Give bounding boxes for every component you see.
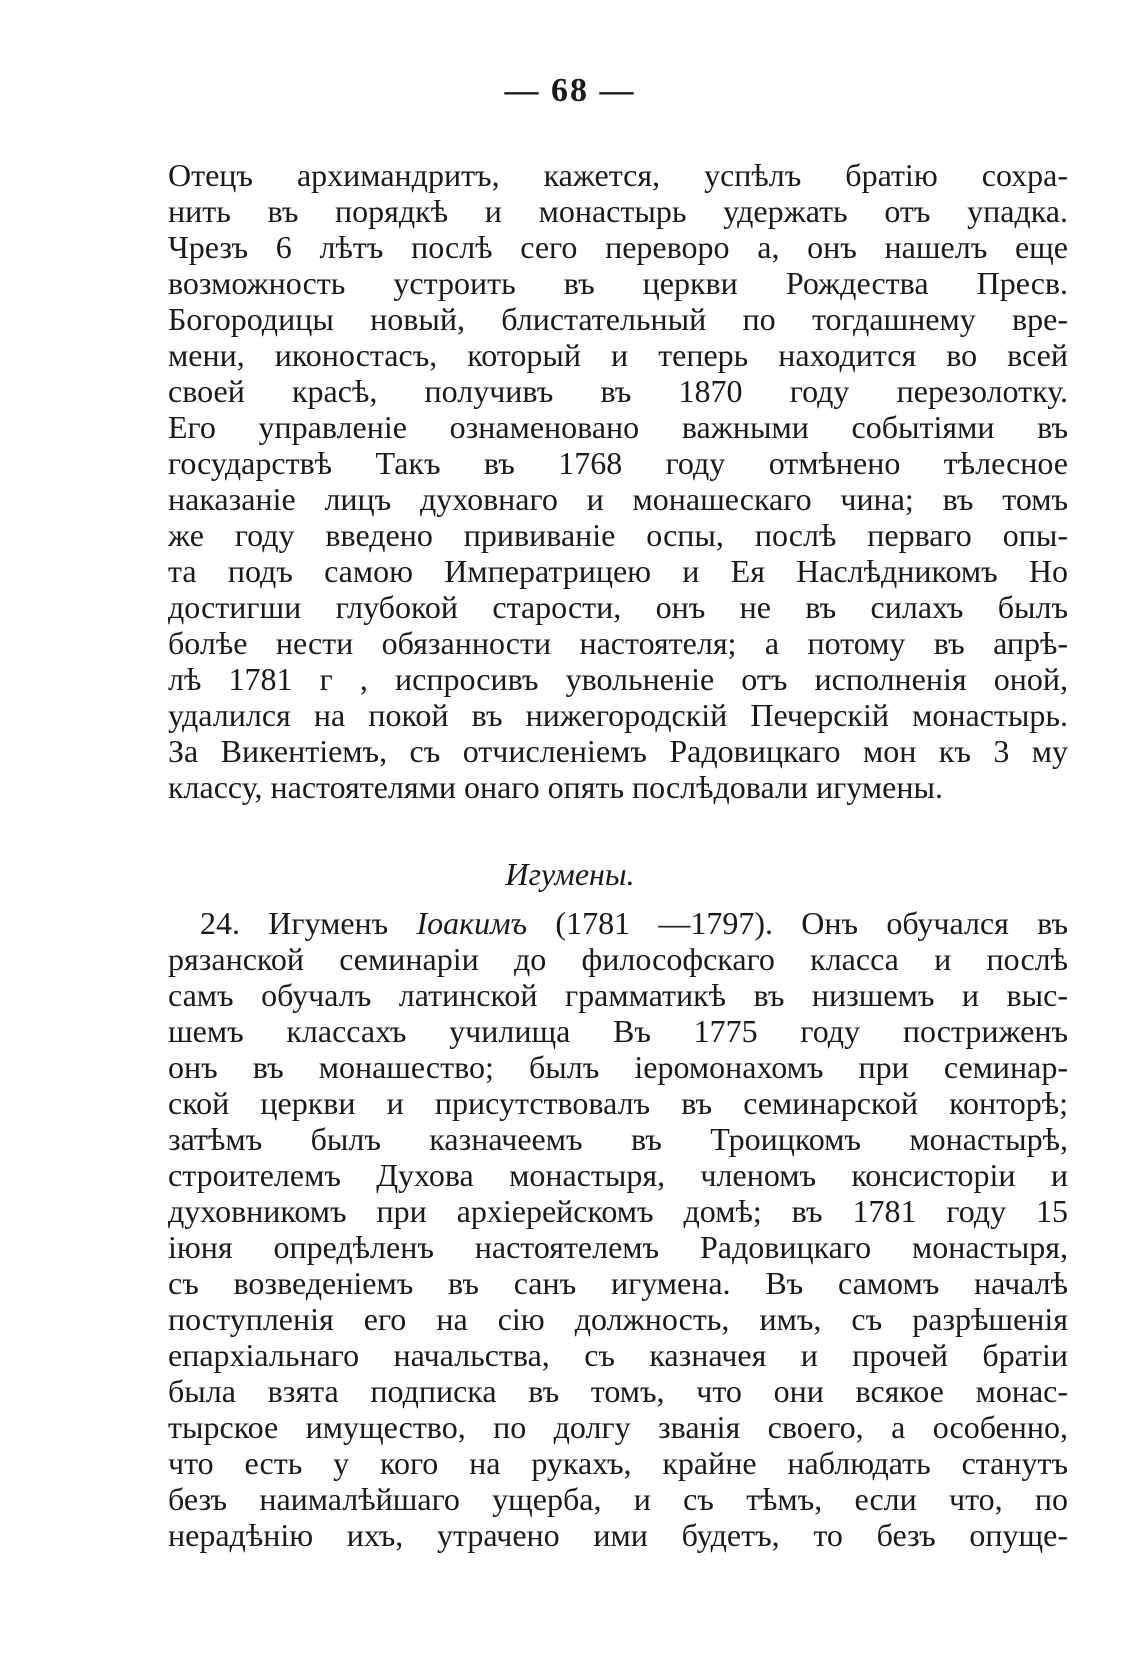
text-line: рязанской семинаріи до философскаго класса и послѣ — [168, 941, 1068, 977]
text-line: возможность устроить въ церкви Рождества Пресв. — [168, 265, 1068, 301]
text-line: что есть у кого на рукахъ, крайне наблюдать станутъ — [168, 1445, 1068, 1481]
text-line: За Викентіемъ, съ отчисленіемъ Радовицкаго мон къ 3 му — [168, 733, 1068, 769]
page-number: — 68 — — [504, 72, 636, 109]
text-line: самъ обучалъ латинской грамматикѣ въ низшемъ и выс- — [168, 977, 1068, 1013]
text-line: безъ наималѣйшаго ущерба, и съ тѣмъ, если что, по — [168, 1481, 1068, 1517]
text-line: удалился на покой въ нижегородскій Печерскій монастырь. — [168, 697, 1068, 733]
text-line: епархіальнаго начальства, съ казначея и прочей братіи — [168, 1337, 1068, 1373]
text-line: затѣмъ былъ казначеемъ въ Троицкомъ монастырѣ, — [168, 1121, 1068, 1157]
text-line: нерадѣнію ихъ, утрачено ими будетъ, то безъ опуще- — [168, 1517, 1068, 1553]
paragraph-hegumen-ioakim — [168, 905, 1068, 1553]
entry-dates-suffix: (1781 —1797). Онъ обучался въ — [527, 905, 1068, 941]
text-line: лѣ 1781 г , испросивъ увольненіе отъ исполненія оной, — [168, 661, 1068, 697]
entry-number-prefix: 24. Игуменъ — [200, 905, 417, 941]
text-line: поступленія его на сію должность, имъ, съ разрѣшенія — [168, 1301, 1068, 1337]
text-line: тырское имущество, по долгу званія своего, а особенно, — [168, 1409, 1068, 1445]
text-line: наказаніе лицъ духовнаго и монашескаго чина; въ томъ — [168, 481, 1068, 517]
text-line: ской церкви и присутствовалъ въ семинарской конторѣ; — [168, 1085, 1068, 1121]
text-line: Его управленіе ознаменовано важными событіями въ — [168, 409, 1068, 445]
hegumen-name: Іоакимъ — [416, 905, 528, 941]
paragraph-archimandrite — [168, 157, 1068, 805]
text-line: шемъ классахъ училища Въ 1775 году постриженъ — [168, 1013, 1068, 1049]
text-line: Отецъ архимандритъ, кажется, успѣлъ братію сохра- — [168, 157, 1068, 193]
text-line: строителемъ Духова монастыря, членомъ консисторіи и — [168, 1157, 1068, 1193]
text-line: была взята подписка въ томъ, что они всякое монас- — [168, 1373, 1068, 1409]
text-line-first — [168, 905, 1068, 941]
text-line: своей красѣ, получивъ въ 1870 году перезолотку. — [168, 373, 1068, 409]
text-line: онъ въ монашество; былъ іеромонахомъ при семинар- — [168, 1049, 1068, 1085]
text-line: болѣе нести обязанности настоятеля; а потому въ апрѣ- — [168, 625, 1068, 661]
text-line: же году введено прививаніе оспы, послѣ перваго опы- — [168, 517, 1068, 553]
text-line: классу, настоятелями онаго опять послѣдовали игумены. — [168, 769, 943, 805]
text-line: іюня опредѣленъ настоятелемъ Радовицкаго монастыря, — [168, 1229, 1068, 1265]
text-line: мени, иконостасъ, который и теперь находится во всей — [168, 337, 1068, 373]
text-line: государствѣ Такъ въ 1768 году отмѣнено тѣлесное — [168, 445, 1068, 481]
text-line: та подъ самою Императрицею и Ея Наслѣдникомъ Но — [168, 553, 1068, 589]
text-line: достигши глубокой старости, онъ не въ силахъ былъ — [168, 589, 1068, 625]
text-line: Чрезъ 6 лѣтъ послѣ сего переворо а, онъ нашелъ еще — [168, 229, 1068, 265]
section-heading: Игумены. — [505, 856, 635, 892]
text-line: нить въ порядкѣ и монастырь удержать отъ упадка. — [168, 193, 1068, 229]
text-line: съ возведеніемъ въ санъ игумена. Въ самомъ началѣ — [168, 1265, 1068, 1301]
text-line: духовникомъ при архіерейскомъ домѣ; въ 1781 году 15 — [168, 1193, 1068, 1229]
text-line: Богородицы новый, блистательный по тогдашнему вре- — [168, 301, 1068, 337]
